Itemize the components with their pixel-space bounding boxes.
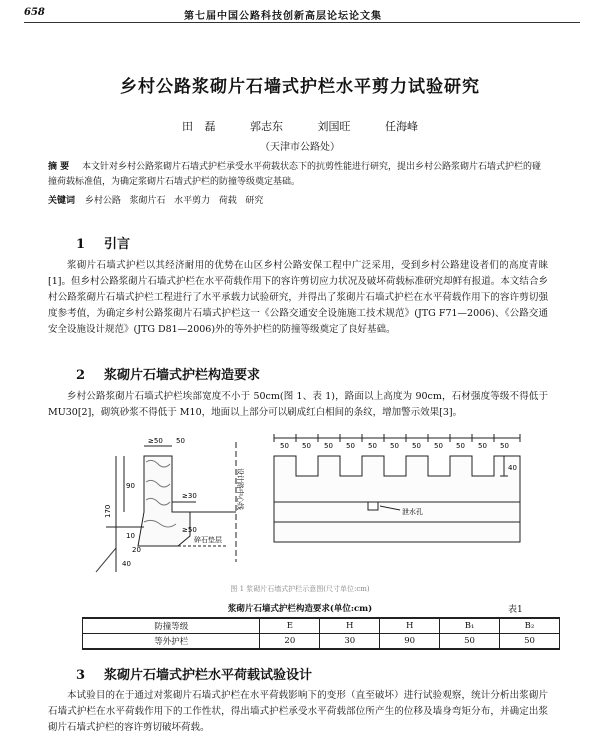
abstract-label: 摘 要 [48,162,70,172]
elev-dim: 50 [368,442,377,450]
elev-dim: 50 [324,442,333,450]
dim-10: 10 [126,532,135,540]
keyword: 浆砌片石 [129,196,166,206]
keyword: 研究 [245,196,264,206]
author: 郭志东 [250,120,283,133]
dim-40: 40 [122,560,131,568]
section-3-paragraph: 本试验目的在于通过对浆砌片石墙式护栏在水平荷载影响下的变形（直至破坏）进行试验观察，统计分析出浆砌片石墙式护栏在水平荷载作用下的工作性状，得出墙式护栏承受水平荷载部位所产生的位移及墙身弯矩分布，并确定出浆砌片石墙式护栏的容许剪切破坏荷载。 [48,690,548,733]
author: 田 磊 [182,120,216,133]
figure-1-elevation [268,432,528,562]
dim-30: ≥30 [182,492,197,500]
dim-50: 50 [176,437,185,445]
elev-dim-40: 40 [508,464,517,472]
table-caption: 浆砌片石墙式护栏构造要求(单位:cm) [227,604,373,614]
header-cell: H [320,618,380,634]
paper-title: 乡村公路浆砌片石墙式护栏水平剪力试验研究 [120,77,480,97]
abstract-text: 本文针对乡村公路浆砌片石墙式护栏承受水平荷载状态下的抗剪性能进行研究，提出乡村公路浆砌片石墙式护栏的碰撞荷载标准值，为确定浆砌片石墙式护栏的防撞等级奠定基础。 [48,162,542,187]
header-cell: B₁ [440,618,500,634]
table-number: 表1 [508,605,523,615]
requirements-table [82,617,560,650]
table-header-row [83,618,560,634]
table-cell: 30 [320,634,380,650]
keyword: 荷载 [218,196,237,206]
elev-dim: 50 [456,442,465,450]
table-cell: 20 [260,634,320,650]
table-cell: 50 [440,634,500,650]
drain-hole-label: 泄水孔 [402,508,423,516]
table-cell: 等外护栏 [83,634,260,650]
elev-dim: 50 [302,442,311,450]
header-cell: E [260,618,320,634]
dim-90: 90 [126,482,135,490]
elev-dim: 50 [478,442,487,450]
keywords-label: 关键词 [48,196,76,206]
table-cell: 50 [500,634,560,650]
author-list [0,118,600,134]
dim-170: 170 [104,504,112,518]
section-heading-1: 1 引言 [76,237,131,252]
elev-dim: 50 [346,442,355,450]
section-heading-3: 3 浆砌片石墙式护栏水平荷载试验设计 [76,668,313,683]
section-2-paragraph: 乡村公路浆砌片石墙式护栏埃部宽度不小于 50cm(图 1、表 1)，路面以上高度为 90cm，石材强度等级不得低于 MU30[2]，砌筑砂浆不得低于 M10，地面以上部分可以刷成红白相间的条纹，增加警示效果[3]。 [48,391,548,418]
affiliation: （天津市公路处） [260,142,340,153]
section-heading-2: 2 浆砌片石墙式护栏构造要求 [76,368,261,383]
table-cell: 90 [380,634,440,650]
page-number: 658 [24,7,45,18]
conference-title: 第七届中国公路科技创新高层论坛论文集 [184,11,382,22]
gravel-label: 碎石垫层 [194,536,222,544]
running-header [24,6,580,23]
elev-dim: 50 [500,442,509,450]
dim-top-width: ≥50 [148,437,163,445]
elev-dim: 50 [280,442,289,450]
author: 任海峰 [385,120,418,133]
header-cell: B₂ [500,618,560,634]
figure-caption: 图 1 浆砌片石墙式护栏示意图(尺寸单位:cm) [230,585,370,593]
dim-20: 20 [132,546,141,554]
figure-1-cross-section [86,432,266,582]
table-row [83,634,560,650]
section-1-paragraph: 浆砌片石墙式护栏以其经济耐用的优势在山区乡村公路安保工程中广泛采用，受到乡村公路建设者们的高度青睐[1]。但乡村公路浆砌片石墙式护栏在水平荷载作用下的容许剪切应力状况及破坏荷载标准研究却鲜有报道。本文结合乡村公路浆砌片石墙式护栏工程进行了水平承载力试验研究，并得出了浆砌片石墙式护栏在水平荷载作用下的容许剪切强度参考值，为确定乡村公路浆砌片石墙式护栏这一《公路交通安全设施施工技术规范》(JTG F71—2006)、《公路交通安全设施设计规范》(JTG D81—2006)外的等外护栏的防撞等级奠定了良好基础。 [48,260,548,335]
centerline-label: 设计路中心线 [236,468,244,510]
keyword: 乡村公路 [84,196,121,206]
header-cell: H [380,618,440,634]
elev-dim: 50 [390,442,399,450]
header-cell: 防撞等级 [83,618,260,634]
elev-dim: 50 [434,442,443,450]
abstract [48,160,548,190]
keyword: 水平剪力 [174,196,211,206]
keywords [48,194,548,209]
author: 刘国旺 [317,120,351,133]
dim-50b: ≥50 [182,526,197,534]
elev-dim: 50 [412,442,421,450]
